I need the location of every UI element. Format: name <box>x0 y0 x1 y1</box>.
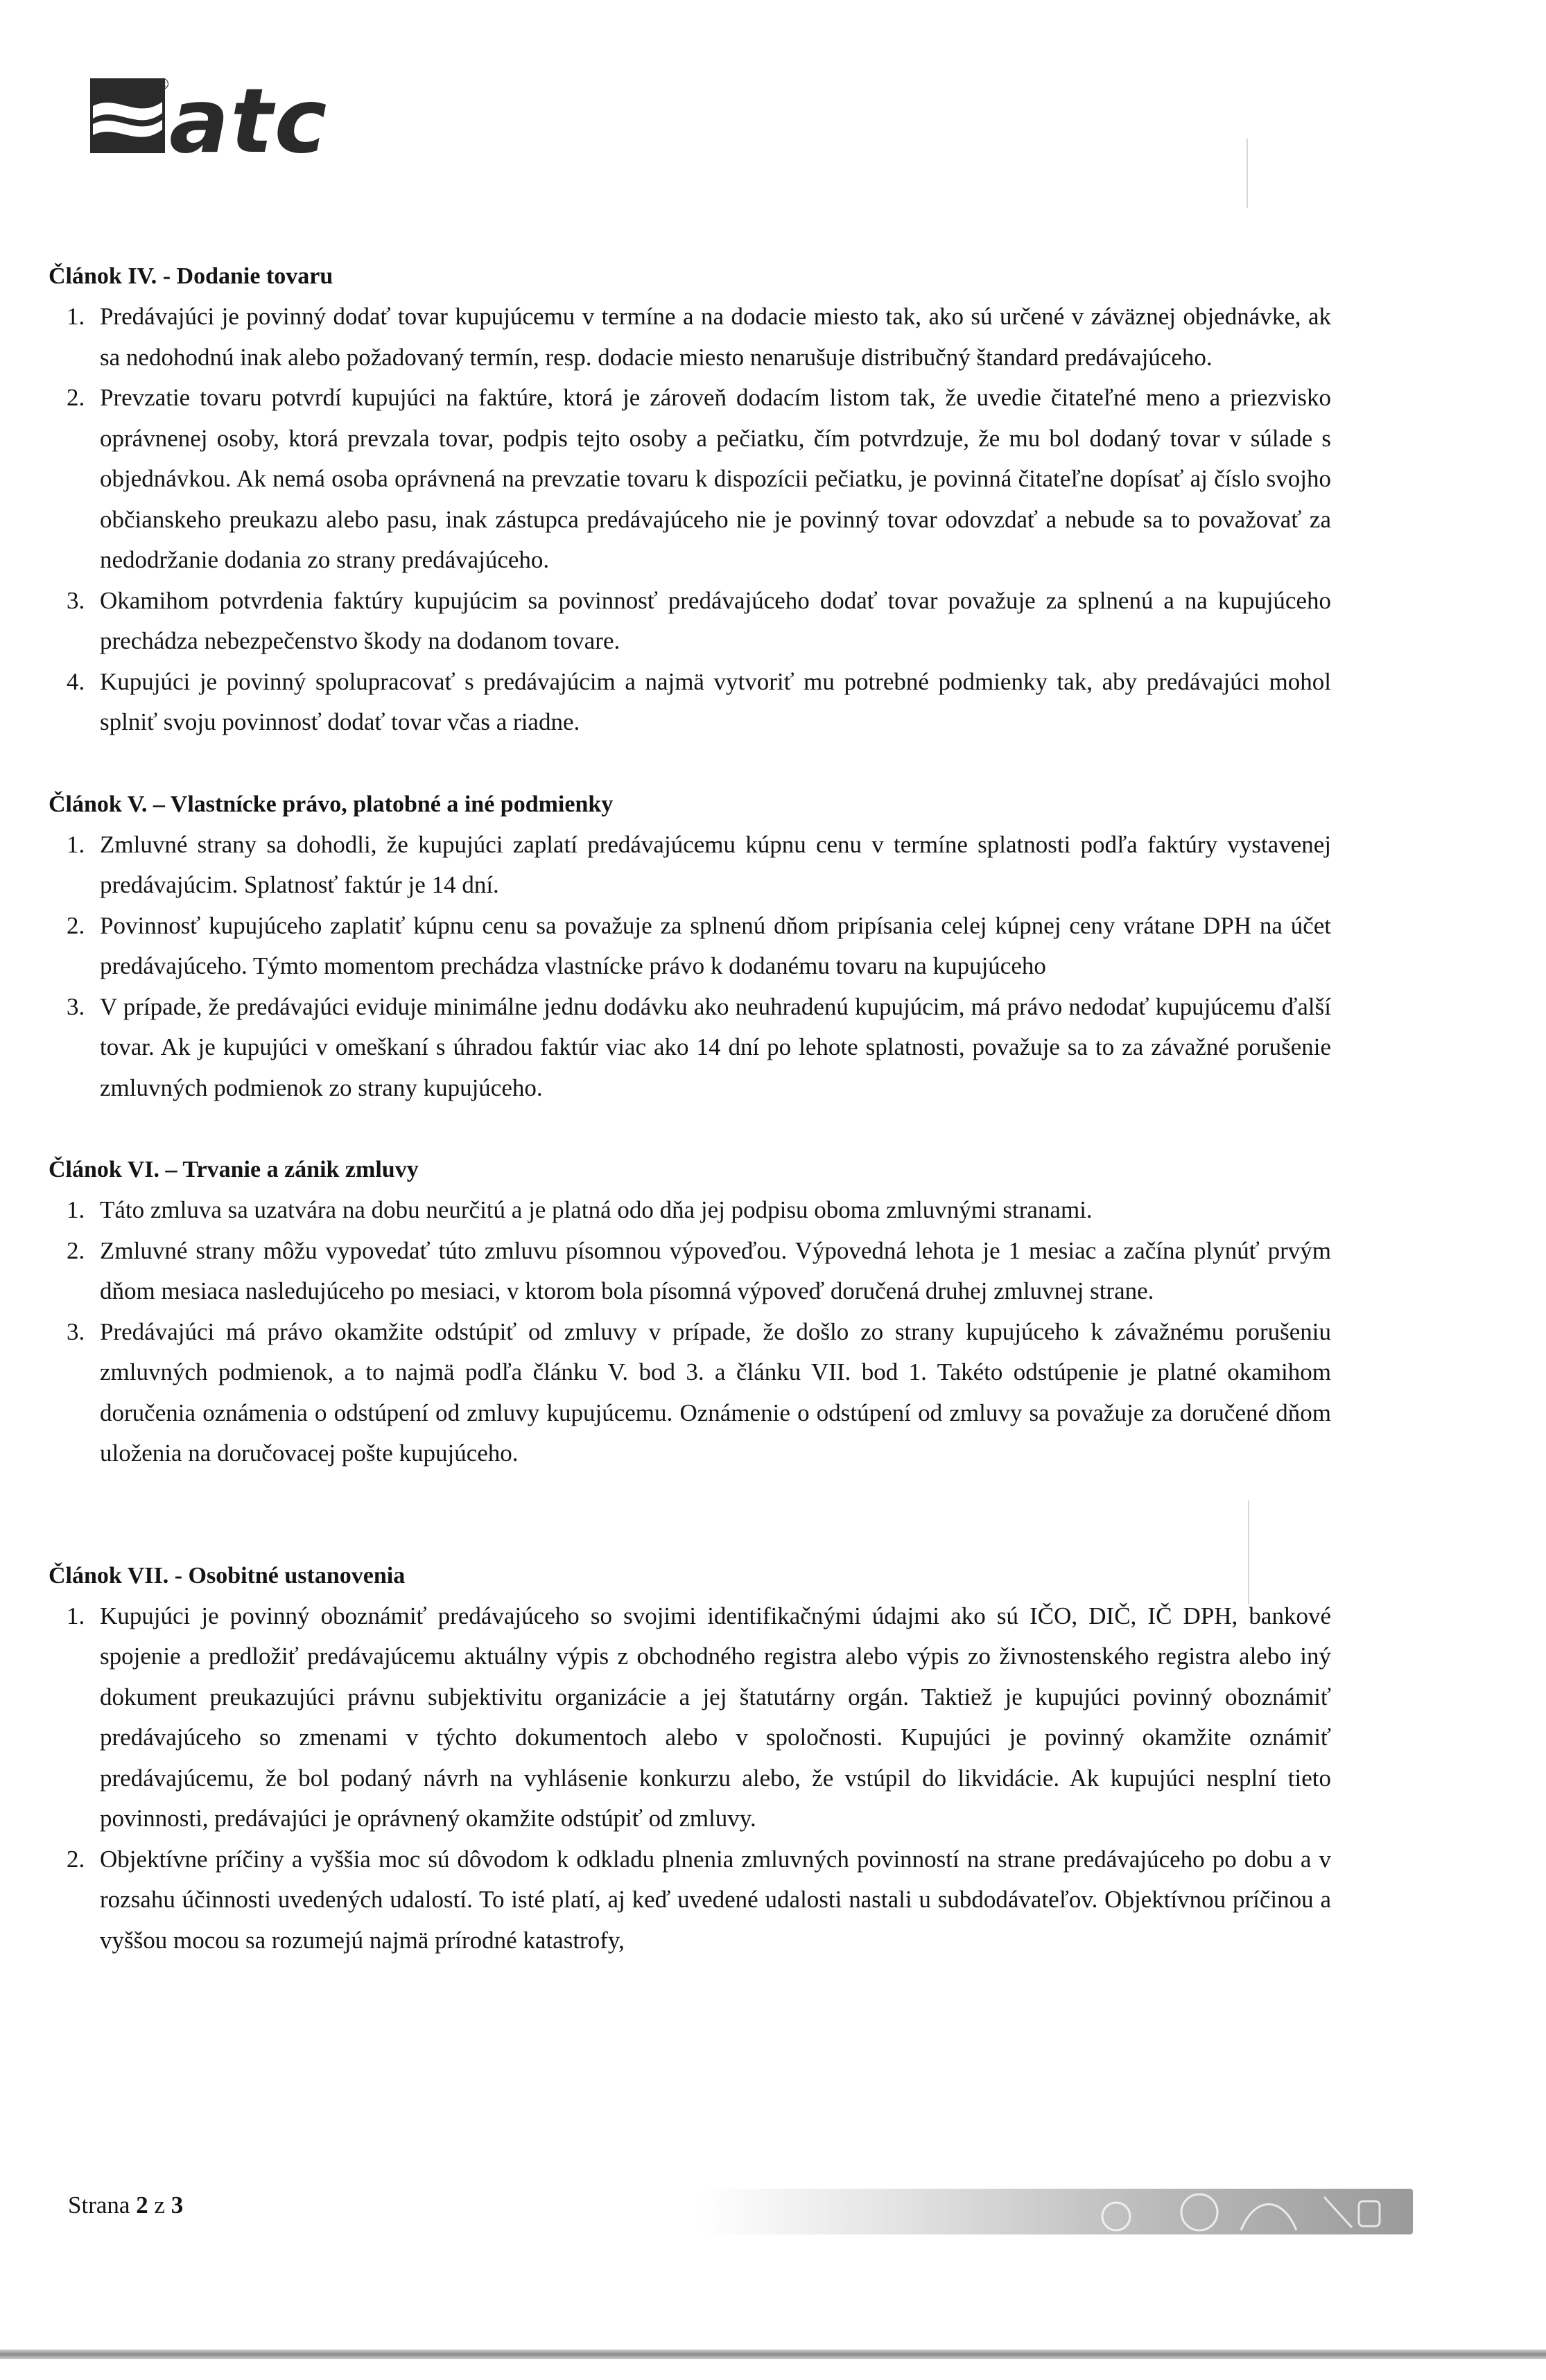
list-item <box>49 1596 1331 1839</box>
item-number: 1. <box>67 303 85 330</box>
item-text: Zmluvné strany sa dohodli, že kupujúci zaplatí predávajúcemu kúpnu cenu v termíne splatnosti podľa faktúry vystavenej predávajúcim. Splatnosť faktúr je 14 dní. <box>100 830 1331 898</box>
item-text: Zmluvné strany môžu vypovedať túto zmluvu písomnou výpoveďou. Výpovedná lehota je 1 mesiac a začína plynúť prvým dňom mesiaca nasledujúceho po mesiaci, v ktorom bola písomná výpoveď doručená druhej zmluvnej strane. <box>100 1236 1331 1304</box>
logo-text: atc <box>169 70 329 170</box>
list-item <box>49 825 1331 906</box>
item-text: Predávajúci je povinný dodať tovar kupujúcemu v termíne a na dodacie miesto tak, ako sú určené v záväznej objednávke, ak sa nedohodnú inak alebo požadovaný termín, resp. dodacie miesto nenarušuje distribučný štandard predávajúceho. <box>100 303 1331 371</box>
article-items <box>49 297 1331 743</box>
item-text: Táto zmluva sa uzatvára na dobu neurčitú a je platná odo dňa jej podpisu oboma zmluvnými stranami. <box>100 1196 1093 1223</box>
registered-mark: ® <box>155 76 171 94</box>
item-text: V prípade, že predávajúci eviduje minimálne jednu dodávku ako neuhradenú kupujúcim, má právo nedodať kupujúcemu ďalší tovar. Ak je kupujúci v omeškaní s úhradou faktúr viac ako 14 dní po lehote splatnosti, považuje sa to za závažné porušenie zmluvných podmienok zo strany kupujúceho. <box>100 992 1331 1101</box>
list-item <box>49 662 1331 743</box>
item-number: 2. <box>67 1236 85 1264</box>
item-number: 4. <box>67 667 85 695</box>
item-number: 1. <box>67 830 85 858</box>
item-number: 3. <box>67 992 85 1020</box>
item-number: 2. <box>67 911 85 939</box>
article-items <box>49 1596 1331 1961</box>
scan-bottom-edge <box>0 2350 1546 2359</box>
article-vii <box>49 1556 1331 1961</box>
article-items <box>49 1190 1331 1474</box>
article-heading: Článok V. – Vlastnícke právo, platobné a iné podmienky <box>49 791 614 817</box>
item-number: 1. <box>67 1602 85 1629</box>
item-number: 3. <box>67 1318 85 1345</box>
scan-artifact-line <box>1247 139 1248 208</box>
list-item <box>49 1312 1331 1474</box>
page-label: Strana <box>68 2191 130 2219</box>
article-vi <box>49 1150 1331 1474</box>
list-item <box>49 581 1331 662</box>
article-heading: Článok VII. - Osobitné ustanovenia <box>49 1562 406 1589</box>
item-text: Povinnosť kupujúceho zaplatiť kúpnu cenu sa považuje za splnenú dňom pripísania celej kúpnej ceny vrátane DPH na účet predávajúceho. Týmto momentom prechádza vlastnícke právo k dodanému tovaru na kupujúceho <box>100 911 1331 979</box>
list-item <box>49 378 1331 581</box>
item-text: Predávajúci má právo okamžite odstúpiť od zmluvy v prípade, že došlo zo strany kupujúceho k závažnému porušeniu zmluvných podmienok, a to najmä podľa článku V. bod 3. a článku VII. bod 1. Takéto odstúpenie je platné okamihom doručenia oznámenia o odstúpení od zmluvy kupujúcemu. Oznámenie o odstúpení od zmluvy sa považuje za doručené dňom uloženia na doručovacej pošte kupujúceho. <box>100 1318 1331 1467</box>
article-items <box>49 825 1331 1109</box>
list-item <box>49 906 1331 987</box>
item-text: Kupujúci je povinný oboznámiť predávajúceho so svojimi identifikačnými údajmi ako sú IČO, DIČ, IČ DPH, bankové spojenie a predložiť predávajúcemu aktuálny výpis z obchodného registra alebo výpis zo živnostenského registra alebo iný dokument preukazujúci právnu subjektivitu organizácie a jej štatutárny orgán. Taktiež je kupujúci povinný oboznámiť predávajúceho so zmenami v týchto dokumentoch alebo v spoločnosti. Kupujúci je povinný okamžite oznámiť predávajúcemu, že bol podaný návrh na vyhlásenie konkurzu alebo, že vstúpil do likvidácie. Ak kupujúci nesplní tieto povinnosti, predávajúci je oprávnený okamžite odstúpiť od zmluvy. <box>100 1602 1331 1832</box>
item-number: 1. <box>67 1196 85 1223</box>
list-item <box>49 1839 1331 1961</box>
item-text: Prevzatie tovaru potvrdí kupujúci na faktúre, ktorá je zároveň dodacím listom tak, že uvedie čitateľné meno a priezvisko oprávnenej osoby, ktorá prevzala tovar, podpis tejto osoby a pečiatku, čím potvrdzuje, že mu bol dodaný tovar v súlade s objednávkou. Ak nemá osoba oprávnená na prevzatie tovaru k dispozícii pečiatku, je povinná čitateľne dopísať aj číslo svojho občianskeho preukazu alebo pasu, inak zástupca predávajúceho nie je povinný tovar odovzdať a nebude sa to považovať za nedodržanie dodania zo strany predávajúceho. <box>100 384 1331 573</box>
list-item <box>49 987 1331 1109</box>
item-number: 2. <box>67 1845 85 1873</box>
article-v <box>49 785 1331 1109</box>
list-item <box>49 1190 1331 1231</box>
list-item <box>49 1231 1331 1312</box>
item-number: 2. <box>67 384 85 411</box>
page-current: 2 <box>136 2191 148 2219</box>
item-text: Okamihom potvrdenia faktúry kupujúcim sa povinnosť predávajúceho dodať tovar považuje za splnenú a na kupujúceho prechádza nebezpečenstvo škody na dodanom tovare. <box>100 586 1331 654</box>
footer-decorative-band <box>700 2189 1413 2234</box>
page-total: 3 <box>171 2191 184 2219</box>
article-heading: Článok VI. – Trvanie a zánik zmluvy <box>49 1157 419 1182</box>
article-heading: Článok IV. - Dodanie tovaru <box>49 263 333 289</box>
logo-emblem-icon <box>90 78 165 153</box>
page-footer <box>68 2191 183 2219</box>
article-iv <box>49 256 1331 743</box>
atc-logo <box>89 66 394 170</box>
decorative-shapes-icon <box>1102 2194 1380 2230</box>
list-item <box>49 297 1331 378</box>
contract-body <box>49 256 1331 1961</box>
item-text: Objektívne príčiny a vyššia moc sú dôvodom k odkladu plnenia zmluvných povinností na strane predávajúceho po dobu a v rozsahu účinnosti uvedených udalostí. To isté platí, aj keď uvedené udalosti nastali u subdodávateľov. Objektívnou príčinou a vyššou mocou sa rozumejú najmä prírodné katastrofy, <box>100 1845 1331 1954</box>
page-separator: z <box>154 2191 165 2219</box>
item-text: Kupujúci je povinný spolupracovať s predávajúcim a najmä vytvoriť mu potrebné podmienky tak, aby predávajúci mohol splniť svoju povinnosť dodať tovar včas a riadne. <box>100 667 1331 735</box>
item-number: 3. <box>67 586 85 614</box>
